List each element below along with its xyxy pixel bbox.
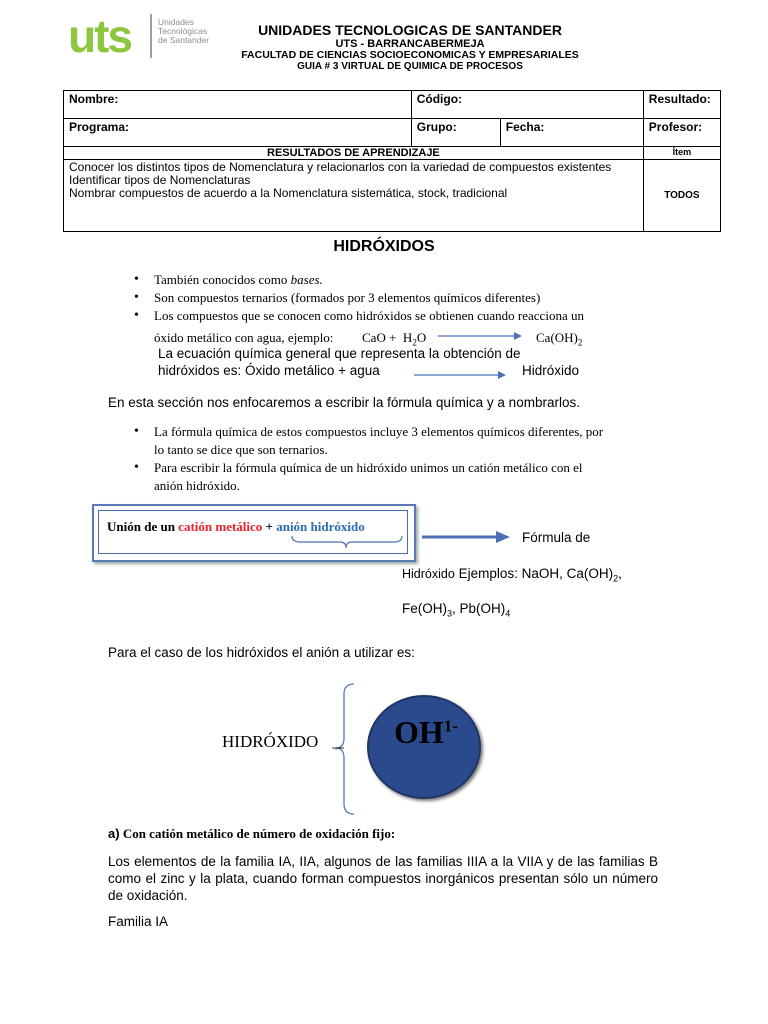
uts-logo: uts bbox=[68, 10, 131, 62]
profesor-field[interactable]: Profesor: bbox=[643, 119, 720, 147]
list-item: • La fórmula química de estos compuestos incluye 3 elementos químicos diferentes, por lo tanto se dice que son ternarios. bbox=[130, 423, 660, 459]
fecha-field[interactable]: Fecha: bbox=[500, 119, 643, 147]
list-item: • Los compuestos que se conocen como hidróxidos se obtienen cuando reacciona un bbox=[130, 307, 650, 325]
learning-outcomes: Conocer los distintos tipos de Nomenclatura y relacionarlos con la variedad de compuestos existentes Identificar tipos de Nomenclaturas Nombrar compuestos de acuerdo a la Nomenclatura sistemática, stock, tradicional bbox=[64, 160, 644, 232]
resultados-header: RESULTADOS DE APRENDIZAJE bbox=[64, 147, 644, 160]
section-a-heading: a) Con catión metálico de número de oxidación fijo: bbox=[108, 826, 396, 841]
reaction-reactants: CaO + $H_2O$ bbox=[362, 330, 427, 348]
formula-bullets bbox=[130, 423, 660, 495]
codigo-field[interactable]: Código: bbox=[411, 91, 643, 119]
anion-intro: Para el caso de los hidróxidos el anión a utilizar es: bbox=[108, 645, 415, 660]
union-text: Unión de un catión metálico + anión hidróxido bbox=[107, 519, 365, 534]
page-title: HIDRÓXIDOS bbox=[333, 238, 435, 255]
faculty-line: FACULTAD DE CIENCIAS SOCIOECONOMICAS Y EMPRESARIALES bbox=[241, 49, 579, 61]
formula-arrow-icon bbox=[420, 530, 512, 544]
general-equation-line1: La ecuación química general que representa la obtención de bbox=[158, 346, 521, 361]
list-item: • Son compuestos ternarios (formados por 3 elementos químicos diferentes) bbox=[130, 289, 650, 307]
formula-examples: Hidróxido Ejemplos: NaOH, $Ca(OH)_2$, bbox=[402, 566, 622, 584]
intro-bullets bbox=[130, 271, 650, 325]
reaction-arrow-icon bbox=[436, 330, 522, 342]
logo-subtitle: Unidades Tecnológicas de Santander bbox=[158, 17, 210, 45]
anion-name: HIDRÓXIDO bbox=[222, 732, 319, 751]
reaction-product: $Ca(OH)_2$ bbox=[536, 330, 583, 348]
programa-field[interactable]: Programa: bbox=[64, 119, 412, 147]
reaction-text: óxido metálico con agua, ejemplo: bbox=[154, 330, 334, 345]
anion-brace-icon bbox=[290, 534, 406, 550]
general-equation-line2: hidróxidos es: Óxido metálico + agua bbox=[158, 363, 380, 378]
hydroxide-formula: $OH^{1-}$ bbox=[394, 714, 458, 750]
student-info-table bbox=[63, 90, 721, 232]
families-text: Los elementos de la familia IA, IIA, algunos de las familias IIIA a la VIIA y de las familias B como el zinc y la plata, cuando forman compuestos inorgánicos presentan sólo un número de oxidación. bbox=[108, 854, 658, 903]
familia-ia-label: Familia IA bbox=[108, 914, 169, 929]
guide-line: GUIA # 3 VIRTUAL DE QUIMICA DE PROCESOS bbox=[297, 61, 523, 72]
grupo-field[interactable]: Grupo: bbox=[411, 119, 500, 147]
curly-brace-icon bbox=[332, 680, 358, 820]
general-arrow-icon bbox=[412, 369, 508, 381]
item-value: TODOS bbox=[643, 160, 720, 232]
general-equation-product: Hidróxido bbox=[522, 363, 580, 378]
resultado-field[interactable]: Resultado: bbox=[643, 91, 720, 119]
formula-examples-2: $Fe(OH)_3$, $Pb(OH)_4$ bbox=[402, 601, 511, 619]
list-item: • También conocidos como bases. bbox=[130, 271, 650, 289]
list-item: • Para escribir la fórmula química de un hidróxido unimos un catión metálico con el anión hidróxido. bbox=[130, 459, 660, 495]
institution-title: UNIDADES TECNOLOGICAS DE SANTANDER bbox=[258, 22, 562, 38]
section-text: En esta sección nos enfocaremos a escribir la fórmula química y a nombrarlos. bbox=[108, 395, 580, 410]
campus-line: UTS - BARRANCABERMEJA bbox=[335, 38, 485, 50]
nombre-field[interactable]: Nombre: bbox=[64, 91, 412, 119]
formula-label: Fórmula de bbox=[522, 530, 591, 545]
item-header: Ítem bbox=[643, 147, 720, 160]
